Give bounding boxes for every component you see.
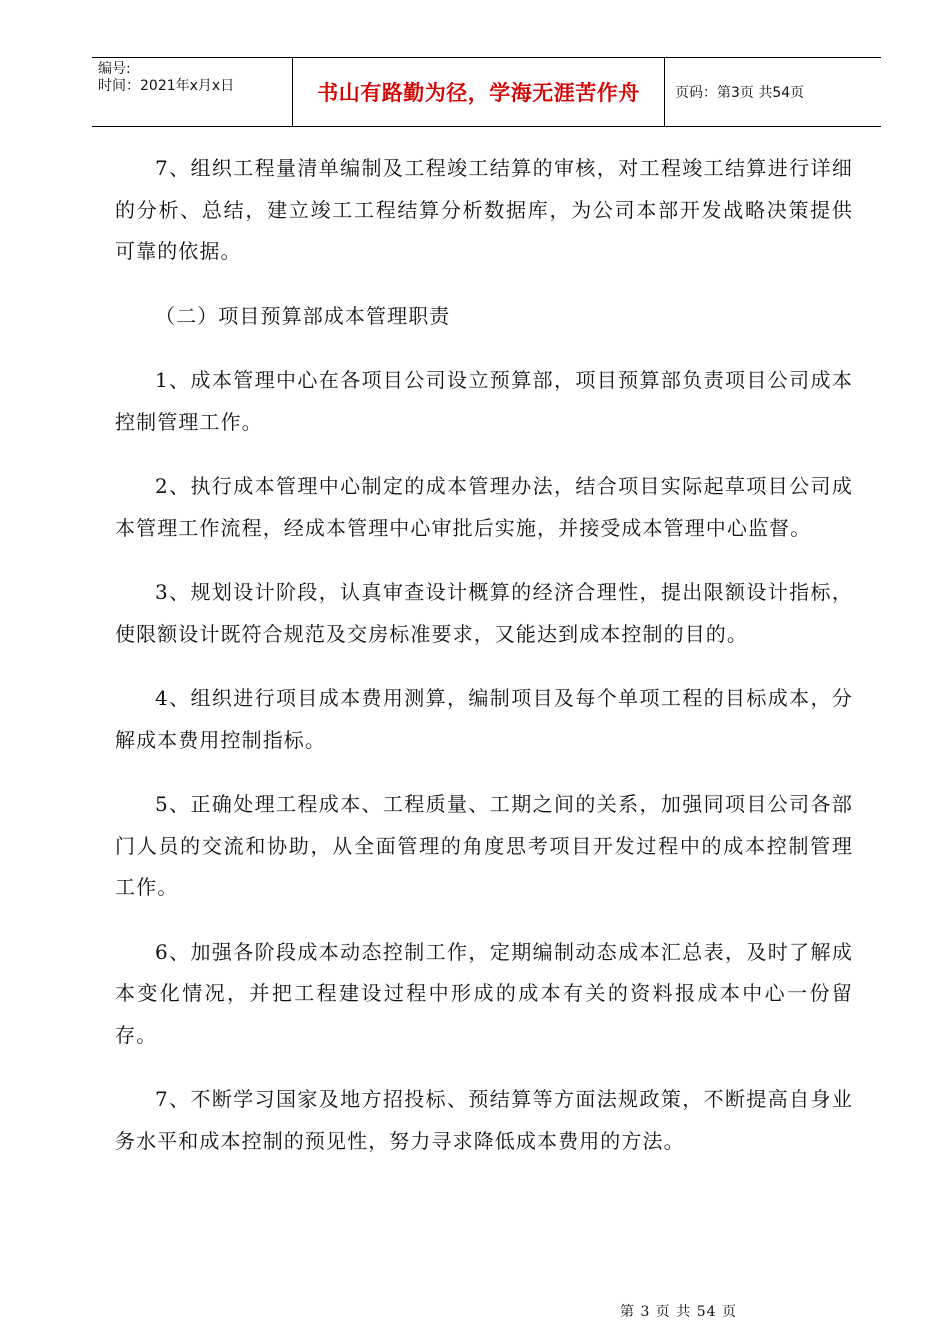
paragraph: 3、规划设计阶段，认真审查设计概算的经济合理性，提出限额设计指标，使限额设计既符合规范及交房标准要求，又能达到成本控制的目的。 bbox=[115, 580, 853, 646]
document-time: 时间：2021年x月x日 bbox=[98, 78, 235, 94]
header-meta bbox=[92, 58, 293, 126]
section-heading: （二）项目预算部成本管理职责 bbox=[155, 303, 451, 328]
paragraph: 5、正确处理工程成本、工程质量、工期之间的关系，加强同项目公司各部门人员的交流和协助，从全面管理的角度思考项目开发过程中的成本控制管理工作。 bbox=[115, 792, 853, 899]
page-footer: 第 3 页 共 54 页 bbox=[620, 1304, 737, 1320]
header-page-info: 页码：第3页 共54页 bbox=[675, 85, 805, 101]
paragraph: 4、组织进行项目成本费用测算，编制项目及每个单项工程的目标成本，分解成本费用控制指标。 bbox=[115, 686, 853, 752]
document-number-label: 编号: bbox=[98, 61, 131, 77]
paragraph: 7、组织工程量清单编制及工程竣工结算的审核，对工程竣工结算进行详细的分析、总结，建立竣工工程结算分析数据库，为公司本部开发战略决策提供可靠的依据。 bbox=[115, 156, 853, 263]
page-header bbox=[92, 57, 881, 127]
header-motto: 书山有路勤为径，学海无涯苦作舟 bbox=[293, 58, 665, 126]
paragraph: 6、加强各阶段成本动态控制工作，定期编制动态成本汇总表，及时了解成本变化情况，并把工程建设过程中形成的成本有关的资料报成本中心一份留存。 bbox=[115, 939, 853, 1047]
paragraph: 1、成本管理中心在各项目公司设立预算部，项目预算部负责项目公司成本控制管理工作。 bbox=[115, 368, 853, 434]
paragraph: 7、不断学习国家及地方招投标、预结算等方面法规政策，不断提高自身业务水平和成本控制的预见性，努力寻求降低成本费用的方法。 bbox=[115, 1087, 853, 1153]
paragraph: 2、执行成本管理中心制定的成本管理办法，结合项目实际起草项目公司成本管理工作流程，经成本管理中心审批后实施，并接受成本管理中心监督。 bbox=[115, 474, 853, 540]
document-body bbox=[115, 148, 853, 1185]
